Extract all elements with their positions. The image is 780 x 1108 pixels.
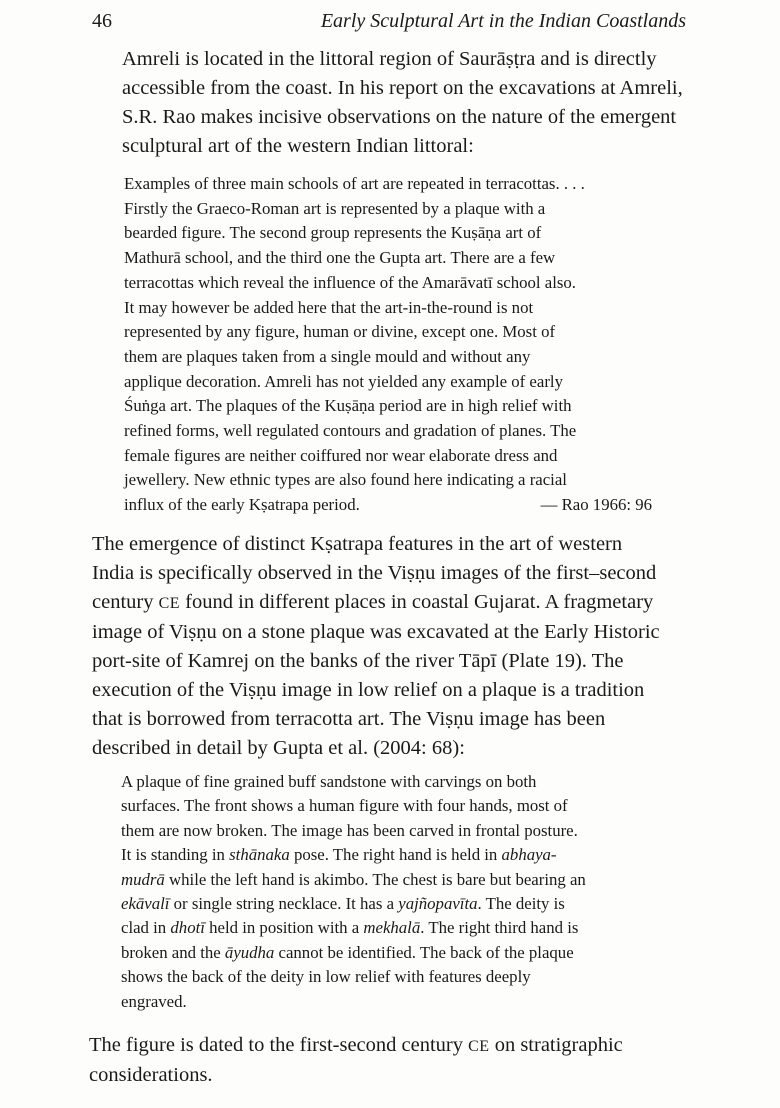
blockquote-gupta <box>121 770 651 1014</box>
quote-line: them are plaques taken from a single mould and without any <box>124 346 531 366</box>
term-italic: yajñopavīta <box>398 894 478 914</box>
paragraph-ksatrapa <box>92 530 686 763</box>
text-line: The figure is dated to the first-second century CE on stratigraphic <box>89 1034 623 1056</box>
quote-line: Firstly the Graeco-Roman art is represented by a plaque with a <box>124 198 546 218</box>
era-abbrev: CE <box>158 595 181 612</box>
term-italic: āyudha <box>224 942 275 962</box>
quote-line: bearded figure. The second group represents the Kuṣāṇa art of <box>124 223 542 243</box>
text-line: S.R. Rao makes incisive observations on the nature of the emergent <box>122 106 677 128</box>
quote-line: Mathurā school, and the third one the Gupta art. There are a few <box>124 248 556 268</box>
running-title: Early Sculptural Art in the Indian Coastlands <box>320 10 686 32</box>
term-italic: mekhalā <box>363 918 421 938</box>
quote-line: represented by any figure, human or divine, except one. Most of <box>124 322 556 342</box>
quote-line: clad in dhotī held in position with a mekhalā. The right third hand is <box>121 918 579 938</box>
quote-line: Śuṅga art. The plaques of the Kuṣāṇa period are in high relief with <box>124 396 572 416</box>
text-line: India is specifically observed in the Viṣṇu images of the first–second <box>92 562 657 584</box>
quote-last-line <box>124 493 652 518</box>
citation: — Rao 1966: 96 <box>540 495 652 515</box>
paragraph-amreli <box>92 45 686 161</box>
quote-line: Examples of three main schools of art are repeated in terracottas. . . . <box>124 174 585 193</box>
quote-line: mudrā while the left hand is akimbo. The chest is bare but bearing an <box>121 869 586 889</box>
quote-line: A plaque of fine grained buff sandstone with carvings on both <box>121 772 537 791</box>
era-abbrev: CE <box>468 1038 490 1055</box>
term-italic: ekāvalī <box>121 894 170 914</box>
quote-text: influx of the early Kṣatrapa period. <box>124 495 360 515</box>
text-line: Amreli is located in the littoral region of Saurāṣṭra and is directly <box>122 48 657 70</box>
text-line: described in detail by Gupta et al. (2004: 68): <box>92 737 465 759</box>
quote-line: female figures are neither coiffured nor wear elaborate dress and <box>124 445 558 465</box>
text-line: considerations. <box>89 1064 213 1086</box>
term-italic: dhotī <box>170 918 205 938</box>
text-line: The emergence of distinct Kṣatrapa features in the art of western <box>92 533 623 555</box>
quote-line: refined forms, well regulated contours and gradation of planes. The <box>124 421 577 441</box>
text-line: century CE found in different places in coastal Gujarat. A fragmetary <box>92 591 654 613</box>
blockquote-rao <box>124 172 652 518</box>
page-header <box>92 10 686 36</box>
quote-line: surfaces. The front shows a human figure with four hands, most of <box>121 796 568 816</box>
quote-line: jewellery. New ethnic types are also found here indicating a racial <box>124 470 567 490</box>
quote-line: terracottas which reveal the influence of the Amarāvatī school also. <box>124 272 576 292</box>
term-italic: abhaya- <box>501 845 557 865</box>
text-line: accessible from the coast. In his report on the excavations at Amreli, <box>122 77 683 99</box>
page-number: 46 <box>92 10 112 32</box>
term-italic: mudrā <box>121 869 165 889</box>
text-line: sculptural art of the western Indian littoral: <box>122 135 474 157</box>
term-italic: sthānaka <box>229 845 290 865</box>
text-line: that is borrowed from terracotta art. The Viṣṇu image has been <box>92 708 606 730</box>
quote-line: broken and the āyudha cannot be identified. The back of the plaque <box>121 942 574 962</box>
text-line: image of Viṣṇu on a stone plaque was excavated at the Early Historic <box>92 621 660 643</box>
quote-line: applique decoration. Amreli has not yielded any example of early <box>124 371 563 391</box>
paragraph-dating <box>89 1031 683 1090</box>
quote-line: shows the back of the deity in low relief with features deeply <box>121 967 531 987</box>
quote-line: engraved. <box>121 991 187 1011</box>
text-line: execution of the Viṣṇu image in low relief on a plaque is a tradition <box>92 679 645 701</box>
quote-line: ekāvalī or single string necklace. It has a yajñopavīta. The deity is <box>121 894 565 914</box>
quote-line: It is standing in sthānaka pose. The right hand is held in abhaya- <box>121 845 557 865</box>
quote-line: It may however be added here that the art-in-the-round is not <box>124 297 534 317</box>
quote-line: them are now broken. The image has been carved in frontal posture. <box>121 820 578 840</box>
text-line: port-site of Kamrej on the banks of the river Tāpī (Plate 19). The <box>92 650 624 672</box>
